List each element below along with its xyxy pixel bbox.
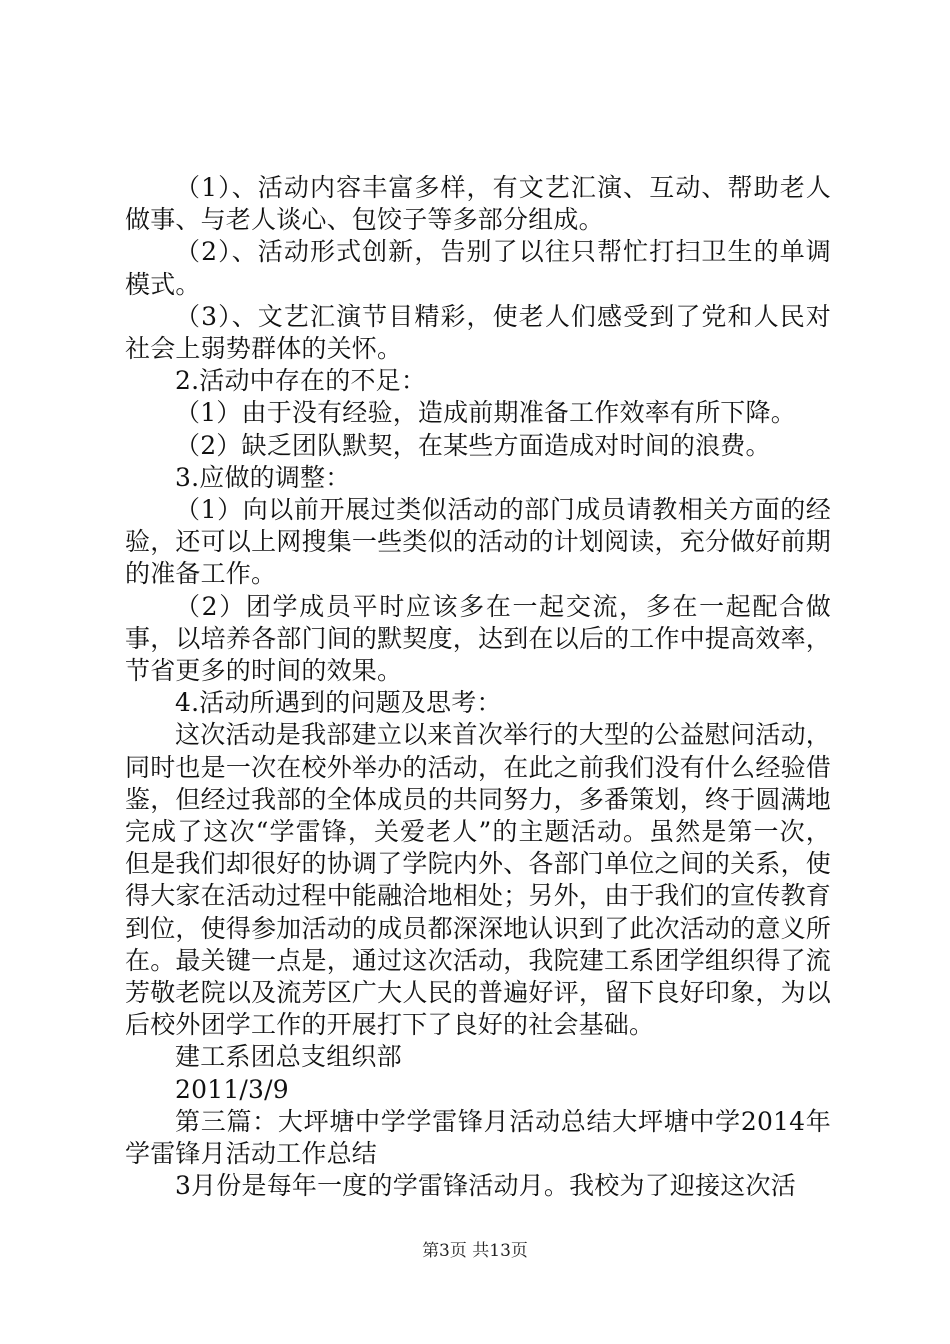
heading-shortcomings: 2.活动中存在的不足： — [175, 366, 427, 396]
paragraph-march-intro: 3月份是每年一度的学雷锋活动月。我校为了迎接这次活 — [175, 1171, 796, 1201]
heading-adjustments: 3.应做的调整： — [175, 462, 351, 492]
paragraph-adjustment-1: （1）向以前开展过类似活动的部门成员请教相关方面的经验，还可以上网搜集一些类似的活动的计划阅读，充分做好前期的准备工作。 — [125, 495, 831, 589]
section-title-third: 第三篇：大坪塘中学学雷锋月活动总结大坪塘中学2014年学雷锋月活动工作总结 — [125, 1106, 831, 1169]
paragraph-performance: （3）、文艺汇演节目精彩，使老人们感受到了党和人民对社会上弱势群体的关怀。 — [125, 301, 831, 364]
paragraph-activity-content: （1）、活动内容丰富多样，有文艺汇演、互动、帮助老人做事、与老人谈心、包饺子等多部分组成。 — [125, 173, 831, 235]
paragraph-shortcoming-2: （2）缺乏团队默契，在某些方面造成对时间的浪费。 — [175, 430, 771, 460]
signature-date: 2011/3/9 — [175, 1074, 289, 1104]
signature-department: 建工系团总支组织部 — [175, 1042, 402, 1072]
page-footer — [0, 1240, 950, 1262]
page-indicator: 第3页 共13页 — [422, 1241, 528, 1261]
paragraph-activity-form: （2）、活动形式创新，告别了以往只帮忙打扫卫生的单调模式。 — [125, 237, 831, 299]
heading-reflection: 4.活动所遇到的问题及思考： — [175, 688, 502, 718]
paragraph-reflection: 这次活动是我部建立以来首次举行的大型的公益慰问活动，同时也是一次在校外举办的活动，在此之前我们没有什么经验借鉴，但经过我部的全体成员的共同努力，多番策划，终于圆满地完成了这次“学雷锋，关爱老人”的主题活动。虽然是第一次，但是我们却很好的协调了学院内外、各部门单位之间的关系，使得大家在活动过程中能融洽地相处；另外，由于我们的宣传教育到位，使得参加活动的成员都深深地认识到了此次活动的意义所在。最关键一点是，通过这次活动，我院建工系团学组织得了流芳敬老院以及流芳区广大人民的普遍好评，留下良好印象，为以后校外团学工作的开展打下了良好的社会基础。 — [125, 720, 831, 1040]
paragraph-shortcoming-1: （1）由于没有经验，造成前期准备工作效率有所下降。 — [175, 398, 796, 428]
document-body — [125, 172, 831, 1203]
paragraph-adjustment-2: （2）团学成员平时应该多在一起交流，多在一起配合做事，以培养各部门间的默契度，达到在以后的工作中提高效率，节省更多的时间的效果。 — [125, 591, 831, 686]
